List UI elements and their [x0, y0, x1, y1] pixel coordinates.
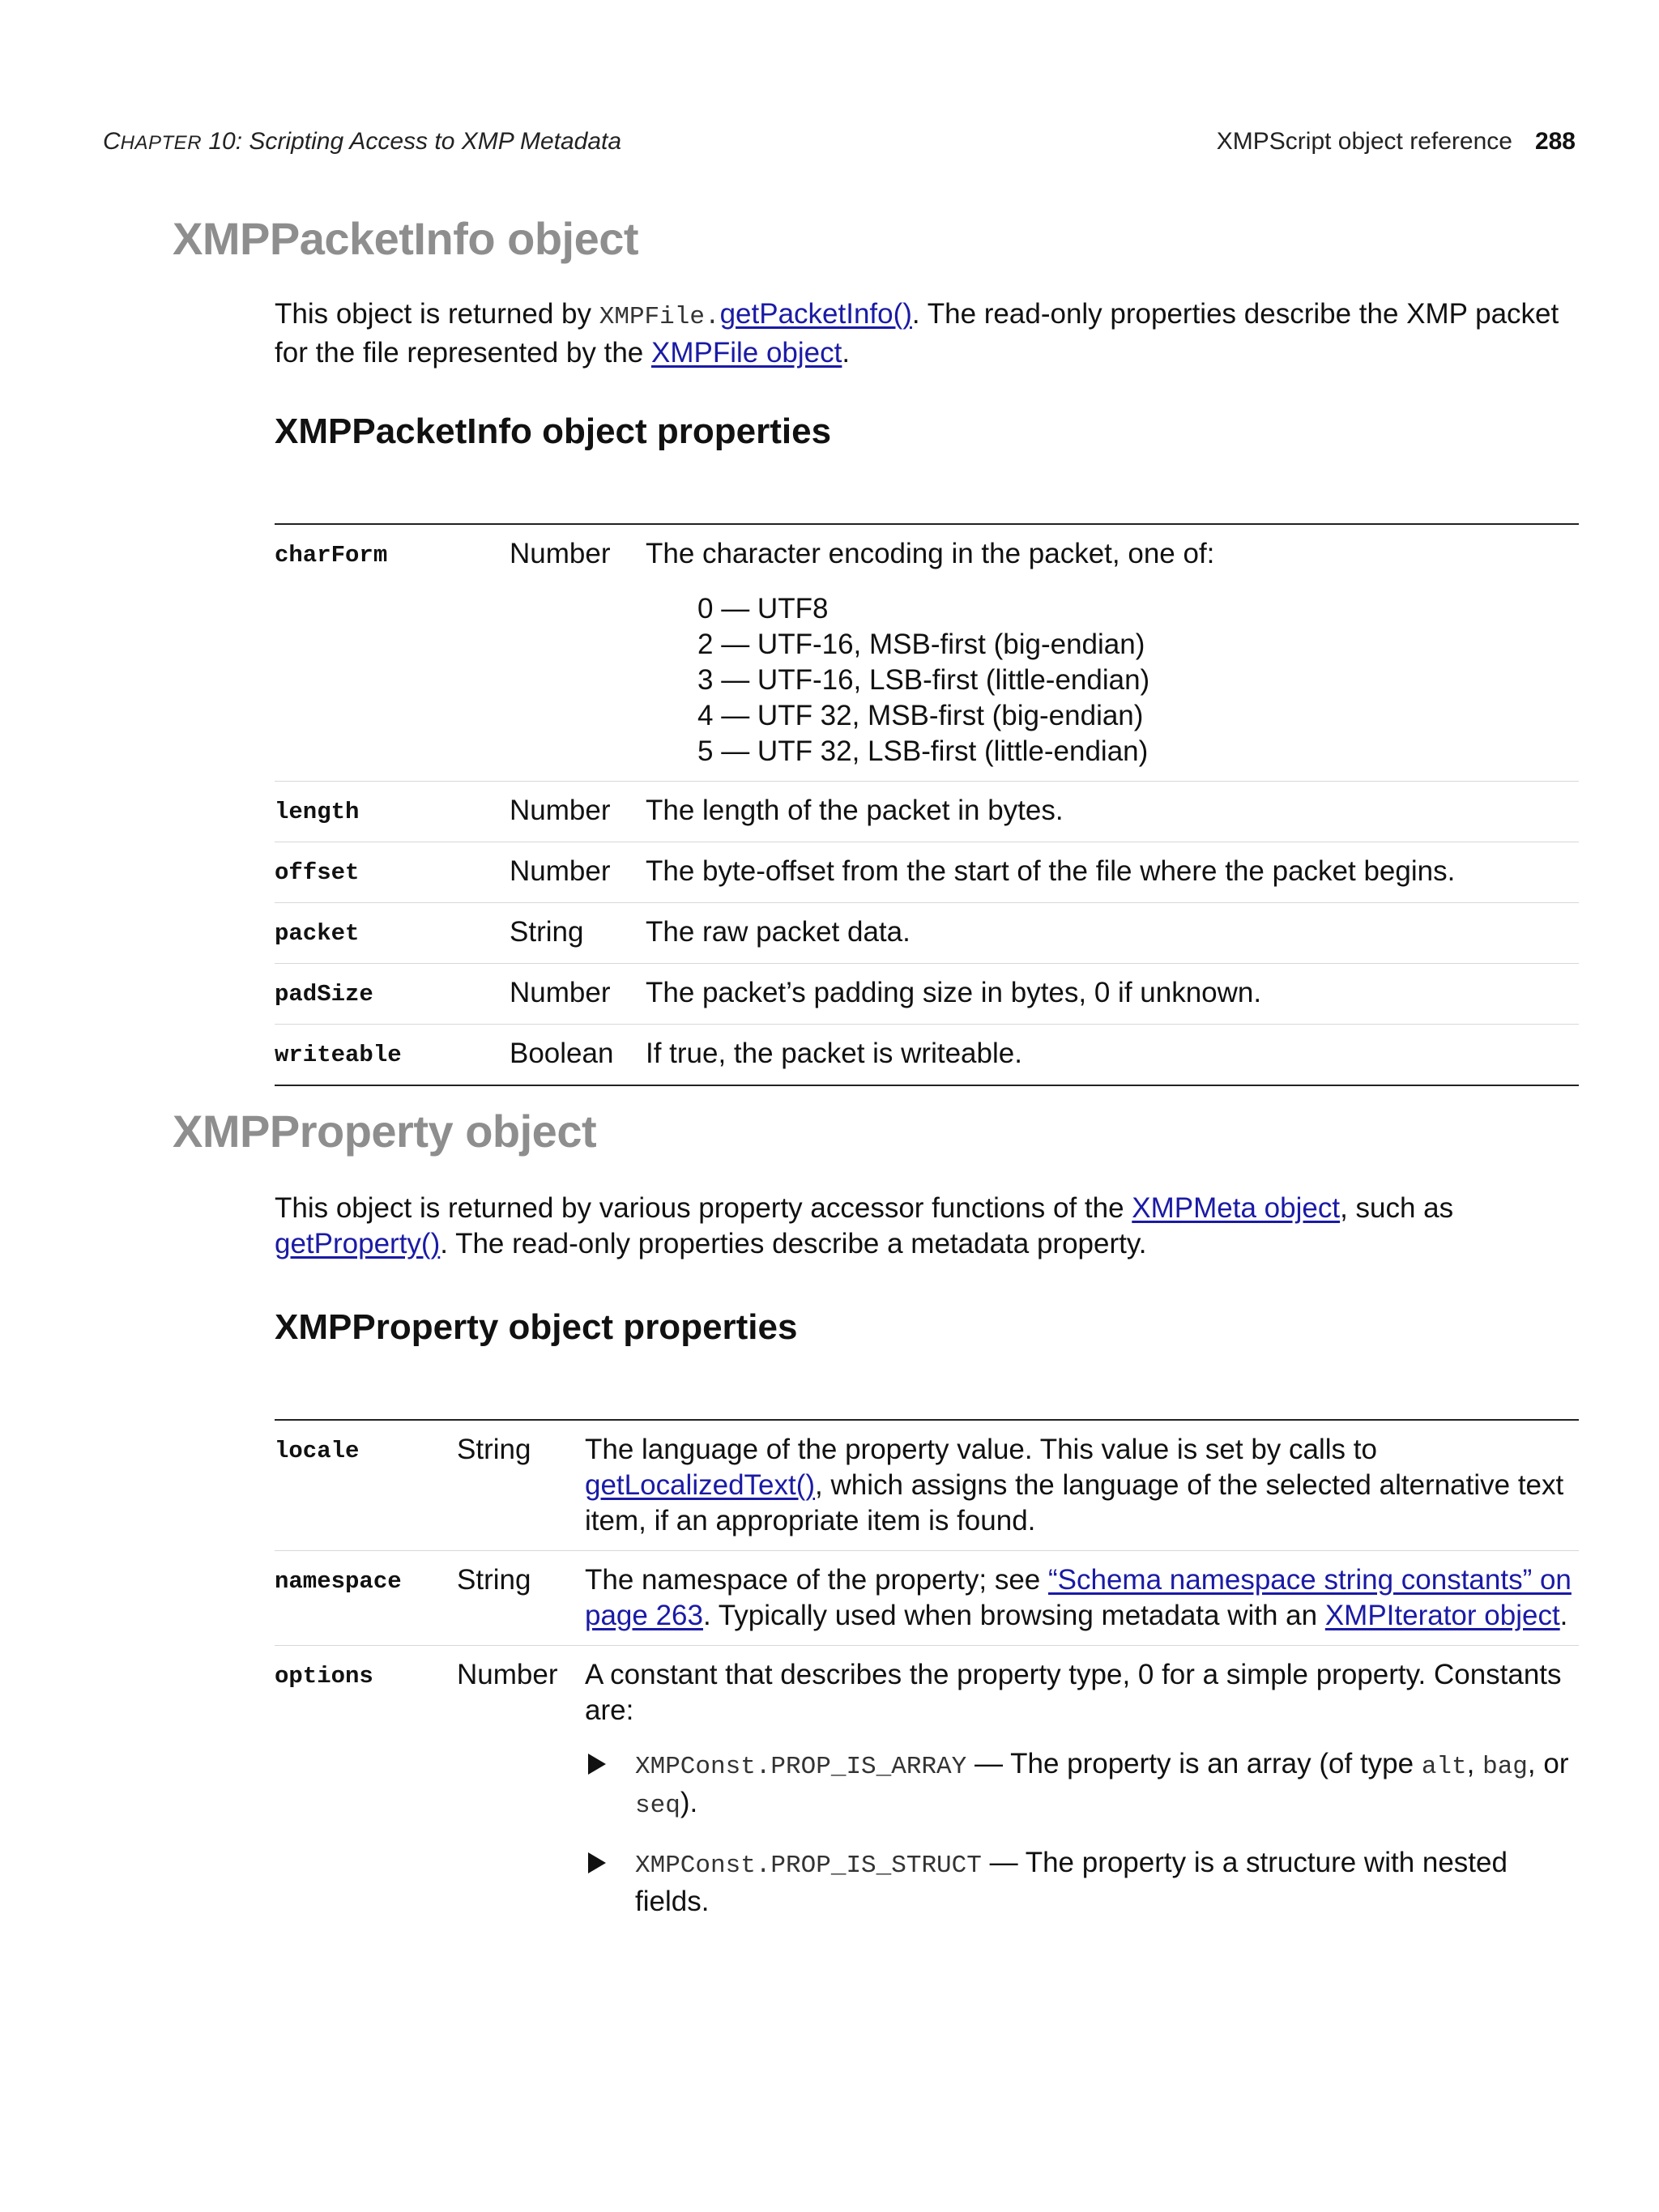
- property-description: The namespace of the property; see “Schema namespace string constants” on page 263. Typically used when browsing metadata with an XMPIterator object.: [585, 1551, 1579, 1646]
- list-item: XMPConst.PROP_IS_STRUCT — The property is a structure with nested fields.: [585, 1845, 1579, 1920]
- getpacketinfo-link[interactable]: getPacketInfo(): [719, 298, 912, 330]
- property-type: String: [510, 903, 646, 964]
- property-description: The length of the packet in bytes.: [646, 782, 1579, 842]
- page-number: 288: [1534, 128, 1576, 155]
- table-row: [275, 524, 1579, 782]
- list-item: 2 — UTF-16, MSB-first (big-endian): [697, 629, 1145, 660]
- property-description: The packet’s padding size in bytes, 0 if unknown.: [646, 964, 1579, 1025]
- encoding-list: [697, 591, 1579, 769]
- property-name: offset: [275, 842, 510, 903]
- table-row: [275, 842, 1579, 903]
- packetinfo-heading: XMPPacketInfo object: [173, 213, 639, 264]
- property-type: Number: [510, 964, 646, 1025]
- running-header: [103, 128, 1576, 160]
- property-name: packet: [275, 903, 510, 964]
- property-description: If true, the packet is writeable.: [646, 1025, 1579, 1086]
- property-name: locale: [275, 1420, 457, 1551]
- property-type: Number: [510, 782, 646, 842]
- triangle-bullet-icon: [588, 1852, 606, 1873]
- property-properties-heading: XMPProperty object properties: [275, 1307, 798, 1347]
- property-description: The raw packet data.: [646, 903, 1579, 964]
- property-intro: This object is returned by various property accessor functions of the XMPMeta object, such as getProperty(). The read-only properties describe a metadata property.: [275, 1192, 1454, 1259]
- triangle-bullet-icon: [588, 1754, 606, 1775]
- section-title: [1217, 128, 1576, 156]
- property-description: The byte-offset from the start of the file where the packet begins.: [646, 842, 1579, 903]
- property-name: padSize: [275, 964, 510, 1025]
- property-type: Boolean: [510, 1025, 646, 1086]
- property-type: Number: [510, 842, 646, 903]
- property-type: String: [457, 1551, 585, 1646]
- property-heading: XMPProperty object: [173, 1106, 597, 1157]
- property-name: charForm: [275, 524, 510, 782]
- property-type: Number: [510, 524, 646, 782]
- packetinfo-intro: This object is returned by XMPFile.getPacketInfo(). The read-only properties describe the XMP packet for the file represented by the XMPFile object.: [275, 298, 1559, 369]
- property-type: String: [457, 1420, 585, 1551]
- property-name: options: [275, 1663, 373, 1690]
- constants-list: [585, 1746, 1579, 1920]
- list-item: 3 — UTF-16, LSB-first (little-endian): [697, 664, 1150, 696]
- table-row: [275, 1025, 1579, 1086]
- property-name: namespace: [275, 1551, 457, 1646]
- packetinfo-properties-table: [275, 523, 1579, 1086]
- table-row: [275, 964, 1579, 1025]
- property-description: The character encoding in the packet, one of: 0 — UTF8 2 — UTF-16, MSB-first (big-endian) 3 — UTF-16, LSB-first (little-endian) 4 — UTF 32, MSB-first (big-endian) 5 — UTF 32, LSB-first (little-endian): [646, 524, 1579, 782]
- list-item: 0 — UTF8: [697, 593, 829, 624]
- property-properties-table: [275, 1419, 1579, 1952]
- getproperty-link[interactable]: getProperty(): [275, 1228, 441, 1259]
- list-item: XMPConst.PROP_IS_ARRAY — The property is an array (of type alt, bag, or seq).: [585, 1746, 1579, 1824]
- table-row: [275, 1646, 1579, 1953]
- list-item: 5 — UTF 32, LSB-first (little-endian): [697, 735, 1149, 767]
- property-name: writeable: [275, 1025, 510, 1086]
- schema-namespace-link[interactable]: “Schema namespace string constants” on page 263: [585, 1564, 1572, 1631]
- property-description: A constant that describes the property type, 0 for a simple property. Constants are: XMPConst.PROP_IS_ARRAY — The property is an array (of type alt, bag, or seq). XMPConst.PROP_IS_STRUCT — The property is a structure with nested fields.: [585, 1646, 1579, 1953]
- getlocalizedtext-link[interactable]: getLocalizedText(): [585, 1469, 816, 1501]
- table-row: [275, 903, 1579, 964]
- xmpmeta-object-link[interactable]: XMPMeta object: [1132, 1192, 1341, 1224]
- table-row: [275, 1420, 1579, 1551]
- list-item: 4 — UTF 32, MSB-first (big-endian): [697, 700, 1144, 731]
- packetinfo-properties-heading: XMPPacketInfo object properties: [275, 411, 832, 451]
- xmpfile-object-link[interactable]: XMPFile object: [651, 337, 842, 369]
- property-name: length: [275, 782, 510, 842]
- property-type: Number: [457, 1659, 558, 1690]
- table-row: [275, 782, 1579, 842]
- chapter-title: CHAPTER 10: Scripting Access to XMP Metadata: [103, 128, 622, 155]
- section-name: XMPScript object reference: [1216, 128, 1512, 155]
- table-row: [275, 1551, 1579, 1646]
- xmpiterator-object-link[interactable]: XMPIterator object: [1324, 1600, 1560, 1631]
- property-description: The language of the property value. This value is set by calls to getLocalizedText(), which assigns the language of the selected alternative text item, if an appropriate item is found.: [585, 1420, 1579, 1551]
